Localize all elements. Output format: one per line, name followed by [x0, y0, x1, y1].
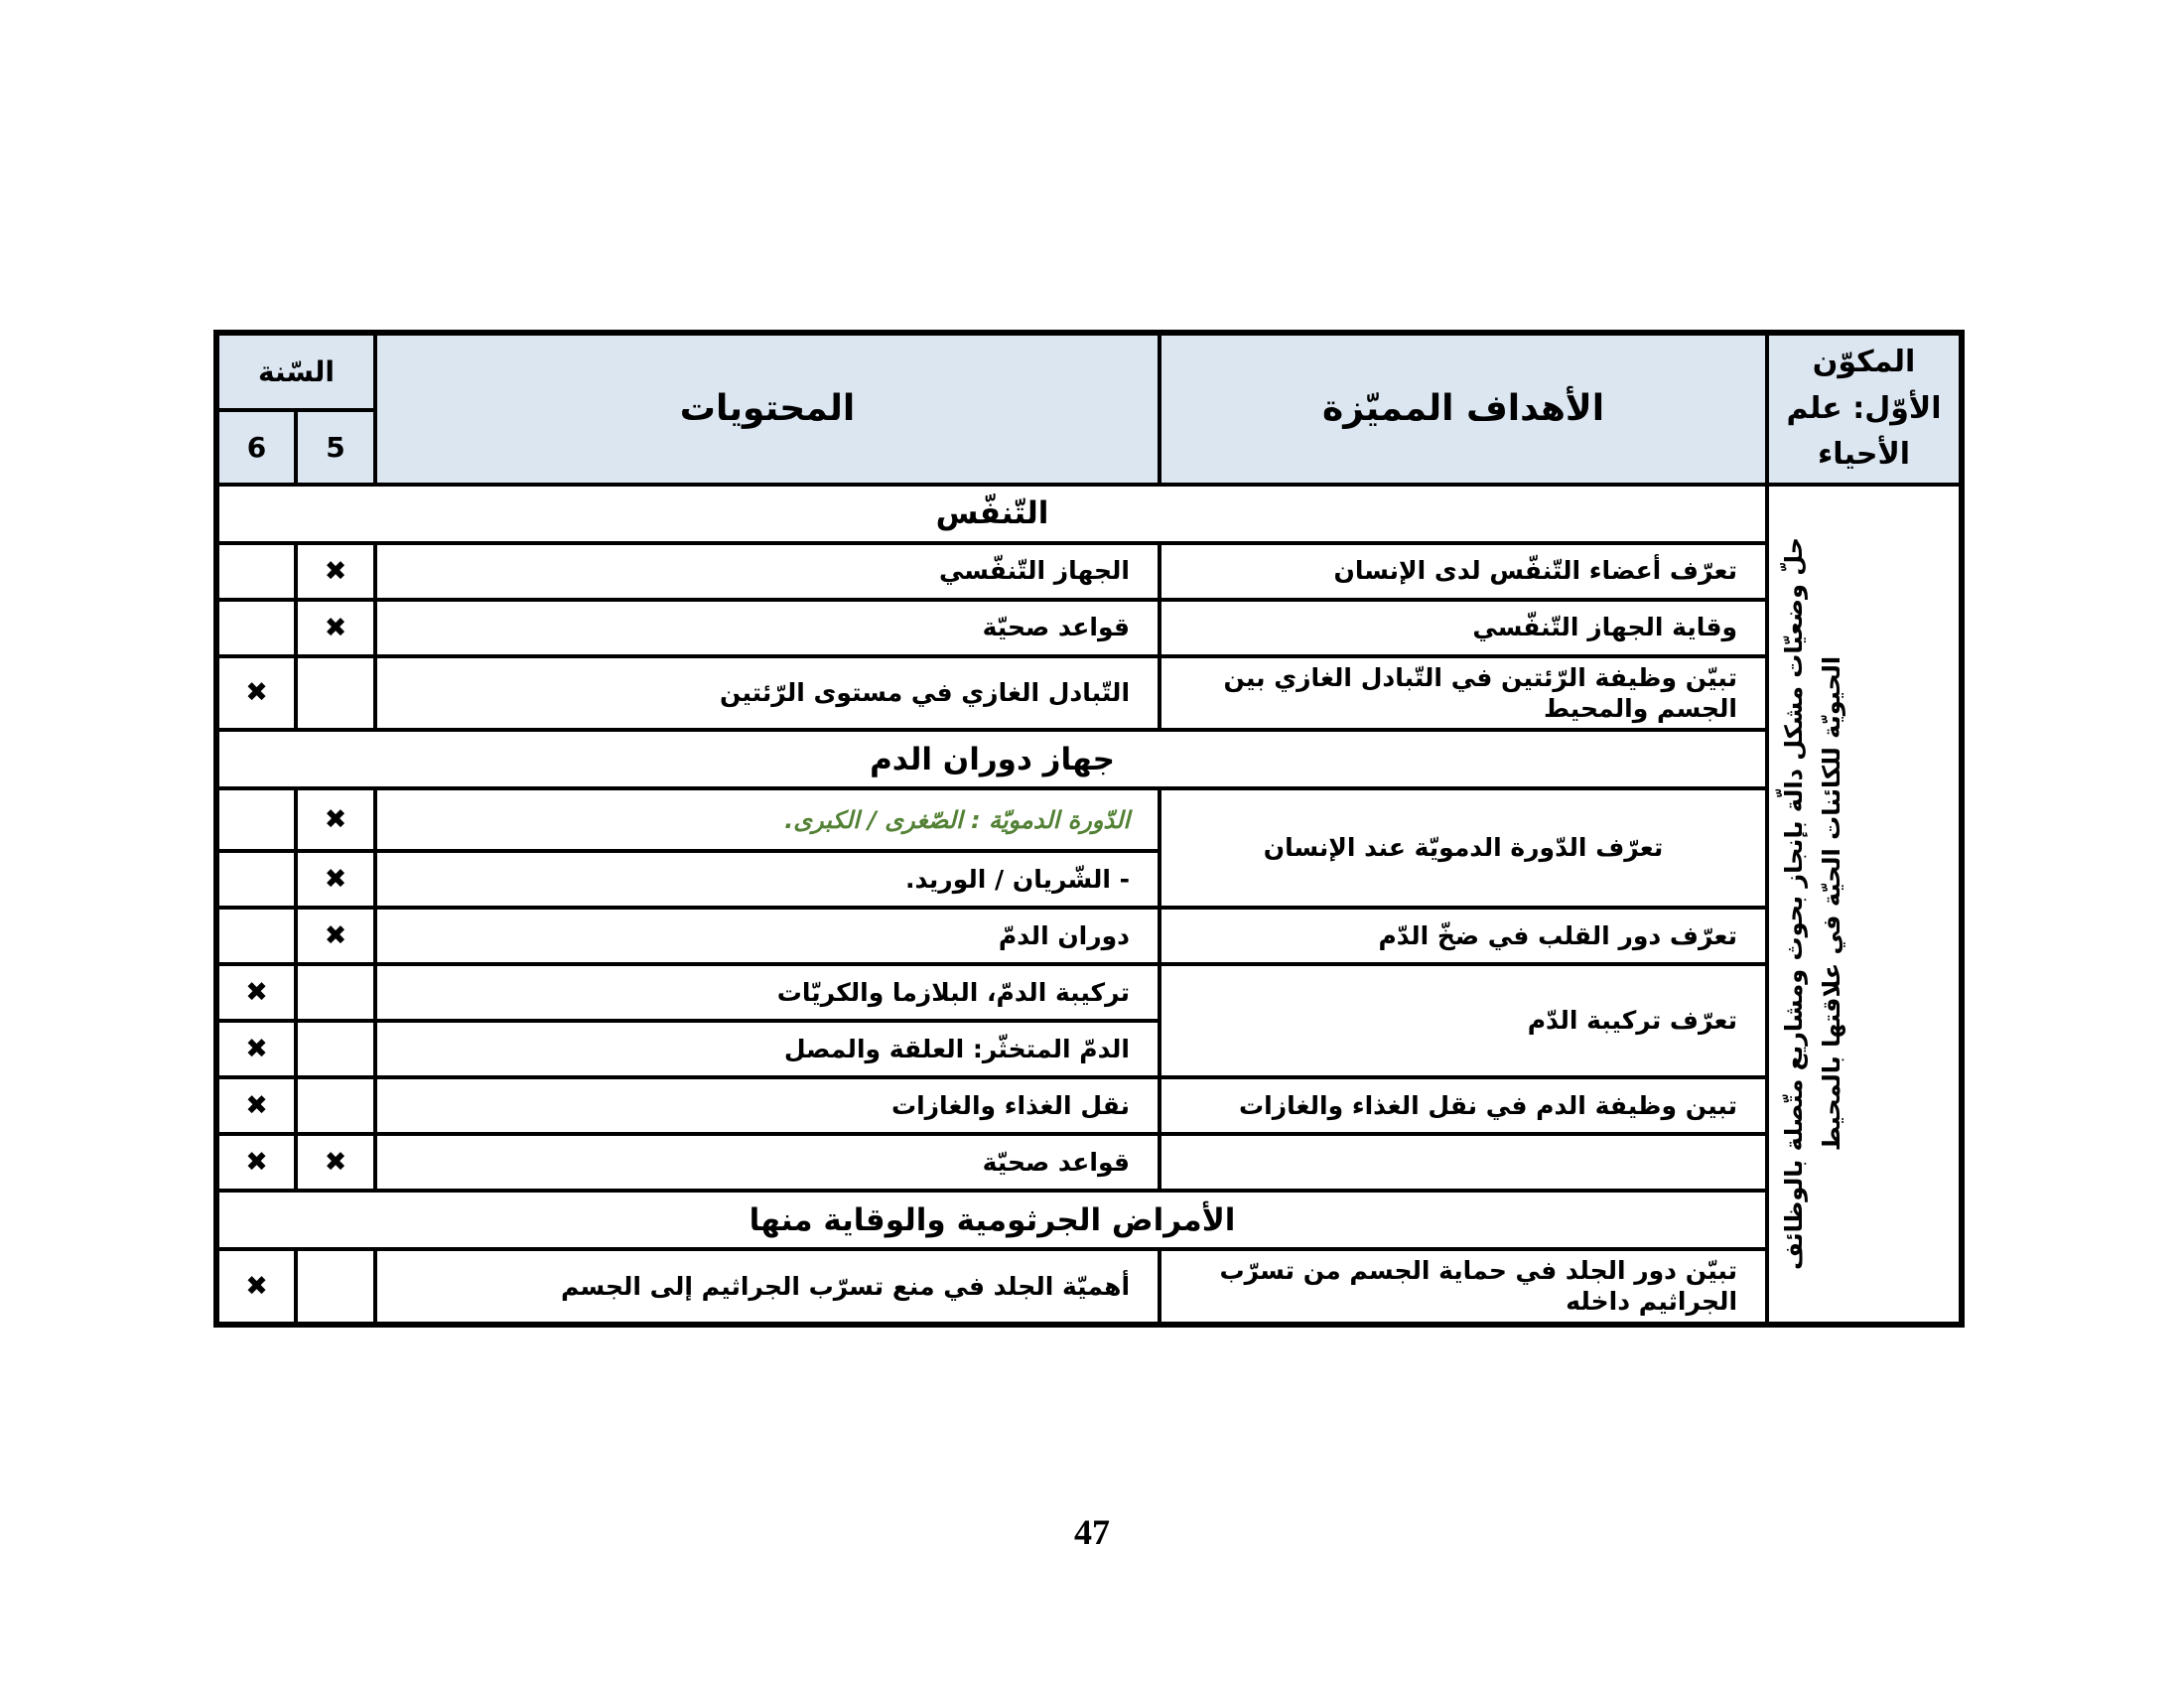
content-cell: الدمّ المتخثّر: العلقة والمصل — [375, 1021, 1160, 1077]
year-header-cell: السّنة — [216, 333, 375, 410]
section-title: التّنفّس — [216, 485, 1767, 543]
section-row-circulation — [216, 730, 1962, 788]
year5-mark-cell: ✖ — [296, 788, 375, 851]
year5-mark-cell: ✖ — [296, 851, 375, 908]
header-row — [216, 333, 1962, 410]
objective-cell: تعرّف الدّورة الدمويّة عند الإنسان — [1160, 788, 1767, 908]
objective-cell: تبيّن وظيفة الرّئتين في التّبادل الغازي بين الجسم والمحيط — [1160, 656, 1767, 731]
content-cell: دوران الدمّ — [375, 908, 1160, 964]
section-title: جهاز دوران الدم — [216, 730, 1767, 788]
content-cell: - الشّريان / الوريد. — [375, 851, 1160, 908]
year6-mark-cell — [216, 543, 296, 600]
year5-mark-cell — [296, 964, 375, 1021]
component-header-cell: المكوّن الأوّل: علم الأحياء — [1767, 333, 1962, 485]
year5-mark-cell: ✖ — [296, 908, 375, 964]
year5-mark-cell — [296, 1249, 375, 1325]
year5-mark-cell: ✖ — [296, 543, 375, 600]
page-number: 47 — [1074, 1512, 1110, 1552]
objective-cell: تعرّف أعضاء التّنفّس لدى الإنسان — [1160, 543, 1767, 600]
content-cell: التّبادل الغازي في مستوى الرّئتين — [375, 656, 1160, 731]
objective-cell — [1160, 1134, 1767, 1191]
year6-mark-cell: ✖ — [216, 656, 296, 731]
year6-mark-cell: ✖ — [216, 1249, 296, 1325]
content-cell: قواعد صحيّة — [375, 600, 1160, 656]
year6-mark-cell — [216, 788, 296, 851]
objective-cell: تبيّن دور الجلد في حماية الجسم من تسرّب الجراثيم داخله — [1160, 1249, 1767, 1325]
year6-header-cell: 6 — [216, 410, 296, 485]
content-cell: نقل الغذاء والغازات — [375, 1077, 1160, 1134]
year5-mark-cell: ✖ — [296, 600, 375, 656]
section-title: الأمراض الجرثومية والوقاية منها — [216, 1191, 1767, 1249]
table-row — [216, 1077, 1962, 1134]
year5-mark-cell — [296, 1021, 375, 1077]
section-row-respiration — [216, 485, 1962, 543]
table-row — [216, 600, 1962, 656]
curriculum-table — [213, 330, 1965, 1328]
content-cell: أهميّة الجلد في منع تسرّب الجراثيم إلى الجسم — [375, 1249, 1160, 1325]
table-row — [216, 656, 1962, 731]
year6-mark-cell — [216, 600, 296, 656]
year6-mark-cell: ✖ — [216, 1134, 296, 1191]
year6-mark-cell: ✖ — [216, 1021, 296, 1077]
content-cell: تركيبة الدمّ، البلازما والكريّات — [375, 964, 1160, 1021]
side-note-vertical-text — [1775, 530, 1954, 1277]
side-note-line1: حلّ وضعيّات مشكل دالّة بإنجاز بحوث ومشاريع متّصلة بالوظائف — [1779, 537, 1808, 1270]
year5-mark-cell: ✖ — [296, 1134, 375, 1191]
side-note-line2: الحيويّة للكائنات الحيّة في علاقتها بالمحيط — [1817, 655, 1845, 1152]
side-note-cell — [1767, 485, 1962, 1325]
objective-cell: تعرّف دور القلب في ضخّ الدّم — [1160, 908, 1767, 964]
table-row — [216, 964, 1962, 1021]
year5-header-cell: 5 — [296, 410, 375, 485]
objective-cell: وقاية الجهاز التّنفّسي — [1160, 600, 1767, 656]
objective-cell: تبين وظيفة الدم في نقل الغذاء والغازات — [1160, 1077, 1767, 1134]
year6-mark-cell — [216, 908, 296, 964]
year6-mark-cell: ✖ — [216, 964, 296, 1021]
year5-mark-cell — [296, 656, 375, 731]
table-row — [216, 908, 1962, 964]
year5-mark-cell — [296, 1077, 375, 1134]
content-cell: الدّورة الدمويّة : الصّغرى / الكبرى. — [375, 788, 1160, 851]
content-cell: قواعد صحيّة — [375, 1134, 1160, 1191]
year6-mark-cell: ✖ — [216, 1077, 296, 1134]
content-cell: الجهاز التّنفّسي — [375, 543, 1160, 600]
table-row — [216, 788, 1962, 851]
objectives-header-cell: الأهداف المميّزة — [1160, 333, 1767, 485]
table-row — [216, 1249, 1962, 1325]
table-row — [216, 543, 1962, 600]
year6-mark-cell — [216, 851, 296, 908]
contents-header-cell: المحتويات — [375, 333, 1160, 485]
objective-cell: تعرّف تركيبة الدّم — [1160, 964, 1767, 1077]
section-row-microbial-diseases — [216, 1191, 1962, 1249]
table-row — [216, 1134, 1962, 1191]
